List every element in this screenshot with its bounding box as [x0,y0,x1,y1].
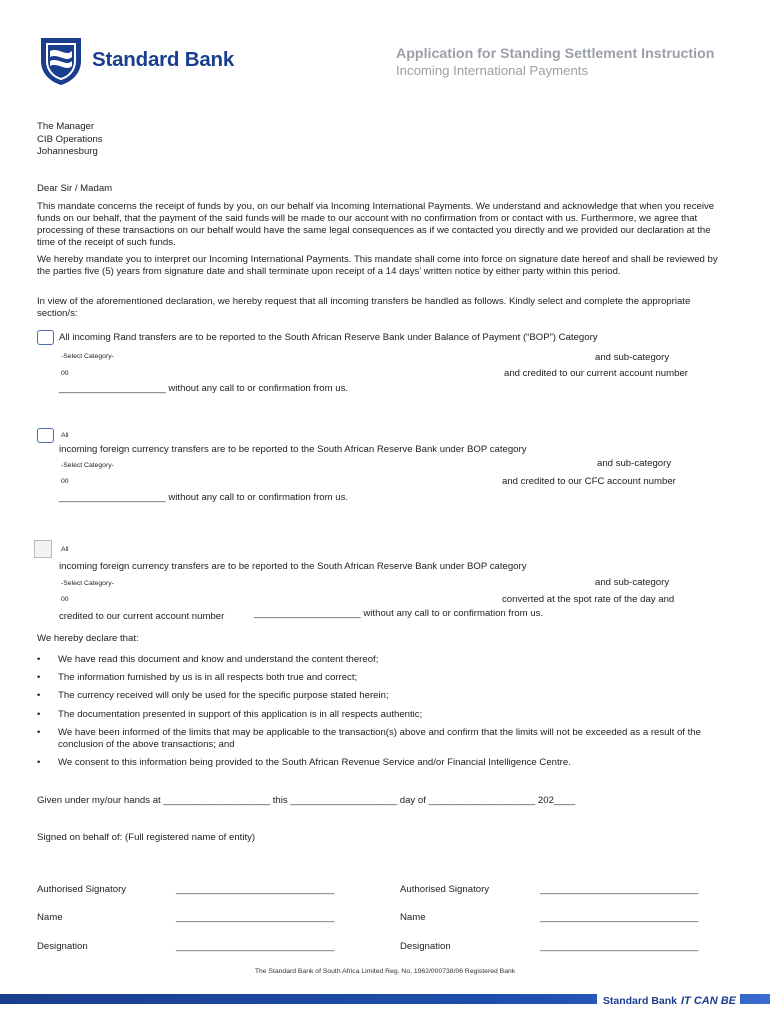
option3-credit-text: credited to our current account number [59,611,225,622]
bullet-icon: • [37,690,41,701]
option2-prefix: All [61,432,69,439]
standard-bank-logo [38,35,258,87]
option3-tail: ____________________ without any call to or confirmation from us. [254,608,544,619]
option3-convert-text: converted at the spot rate of the day and [502,594,675,605]
greeting: Dear Sir / Madam [37,183,113,194]
form-subtitle: Incoming International Payments [396,63,589,78]
designation-field-1[interactable]: ________________________________ [176,941,334,952]
authorised-signatory-label-1: Authorised Signatory [37,884,127,895]
paragraph-interpret: We hereby mandate you to interpret our Incoming International Payments. This mandate shall come into force on signature date hereof and shall be reviewed by the parties five (5) years from signature date and shall terminate upon receipt of a 14 days’ written notice by either party within this period. [37,254,718,277]
option1-category-select[interactable]: -Select Category- [61,353,114,360]
bullet-icon: • [37,672,41,683]
option1-subcategory-field[interactable]: 00 [61,370,69,377]
designation-field-2[interactable]: ________________________________ [540,941,698,952]
option3-text: incoming foreign currency transfers are to be reported to the South African Reserve Bank under BOP category [59,561,527,572]
option2-subcategory-label: and sub-category [597,458,672,469]
footer-logo [597,994,740,1008]
form-title-block [396,46,732,78]
option3-prefix: All [61,546,69,553]
address-line: Johannesburg [37,146,98,157]
paragraph-request: In view of the aforementioned declaration, we hereby request that all incoming transfers be handled as follows. Kindly select and complete the appropriate section/s: [37,296,691,319]
bullet-icon: • [37,727,41,738]
option1-text: All incoming Rand transfers are to be reported to the South African Reserve Bank under Balance of Payment (“BOP”) Category [59,332,598,343]
option1-checkbox[interactable] [37,330,54,345]
footer-slogan: IT CAN BE [681,995,736,1007]
option3-subcategory-label: and sub-category [595,577,670,588]
option2-subcategory-field[interactable]: 00 [61,478,69,485]
option3-checkbox[interactable] [34,540,52,558]
option3-subcategory-field[interactable]: 00 [61,596,69,603]
authorised-signatory-field-2[interactable]: ________________________________ [540,884,698,895]
name-label-2: Name [400,912,426,923]
option3-category-select[interactable]: -Select Category- [61,580,114,587]
form-title: Application for Standing Settlement Instruction [396,46,715,62]
option2-tail: ____________________ without any call to or confirmation from us. [59,492,349,503]
option1-tail: ____________________ without any call to or confirmation from us. [59,383,349,394]
registration-note: The Standard Bank of South Africa Limited Reg. No. 1962/000738/06 Registered Bank [254,968,516,975]
address-line: The Manager [37,121,95,132]
given-under-line[interactable]: Given under my/our hands at ____________________ this ____________________ day of ____________________ 202____ [37,795,576,806]
authorised-signatory-field-1[interactable]: ________________________________ [176,884,334,895]
declare-intro: We hereby declare that: [37,633,139,644]
paragraph-mandate: This mandate concerns the receipt of funds by you, on our behalf via Incoming International Payments. We understand and acknowledge that when you receive funds on our behalf, that the payment of the said funds will be made to our account with no confirmation from or contact with us. Furthermore, we agree that processing of these transactions on our behalf would have the same legal consequences as if we contacted you directly and we provided our declaration at the time of the receipt of such funds. [37,201,715,248]
option1-credit-text: and credited to our current account number [504,368,688,379]
recipient-address [37,121,103,159]
option2-text: incoming foreign currency transfers are to be reported to the South African Reserve Bank under BOP category [59,444,527,455]
option2-category-select[interactable]: -Select Category- [61,462,114,469]
shield-logo-icon [38,35,84,87]
bullet-icon: • [37,654,41,665]
footer-brand: Standard Bank [602,995,677,1007]
name-field-2[interactable]: ________________________________ [540,912,698,923]
bullet-icon: • [37,709,41,720]
name-field-1[interactable]: ________________________________ [176,912,334,923]
designation-label-2: Designation [400,941,451,952]
option1-subcategory-label: and sub-category [595,352,670,363]
authorised-signatory-label-2: Authorised Signatory [400,884,490,895]
designation-label-1: Designation [37,941,88,952]
address-line: CIB Operations [37,133,103,145]
option2-credit-text: and credited to our CFC account number [502,476,676,487]
bullet-icon: • [37,757,41,768]
signed-on-behalf: Signed on behalf of: (Full registered name of entity) [37,832,256,843]
brand-name: Standard Bank [92,48,235,71]
option2-checkbox[interactable] [37,428,54,443]
name-label-1: Name [37,912,63,923]
